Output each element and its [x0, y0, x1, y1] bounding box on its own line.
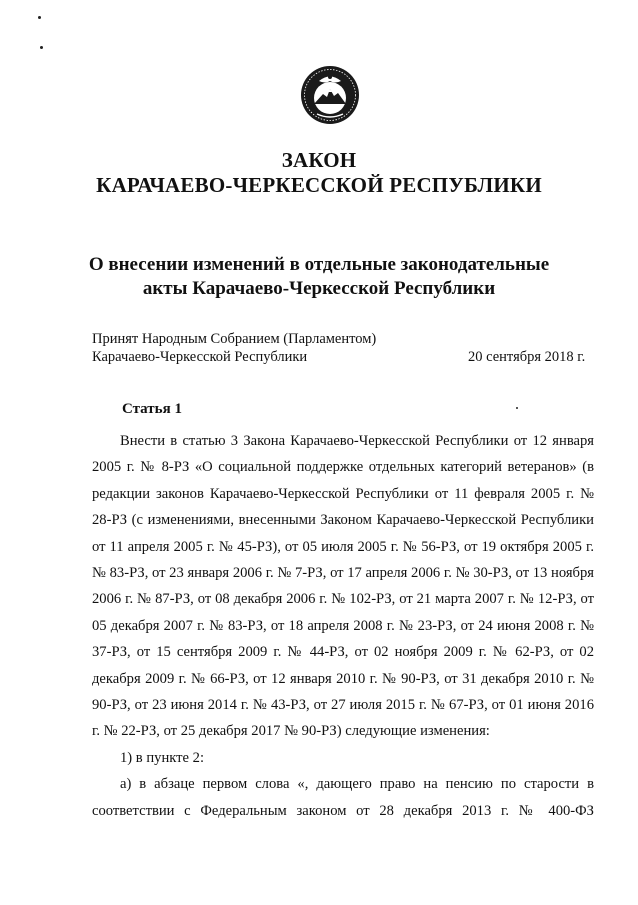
adoption-line1: Принят Народным Собранием (Парламентом) — [92, 331, 377, 347]
adoption-date: 20 сентября 2018 г. — [468, 349, 586, 365]
law-subtitle-line1: О внесении изменений в отдельные законодательные — [88, 254, 550, 275]
scan-speck — [38, 16, 41, 19]
republic-title: КАРАЧАЕВО-ЧЕРКЕССКОЙ РЕСПУБЛИКИ — [96, 173, 542, 197]
coat-of-arms-emblem — [299, 64, 361, 126]
article-item-1: 1) в пункте 2: — [120, 749, 205, 766]
adoption-line2: Карачаево-Черкесской Республики — [92, 349, 308, 365]
article-heading: Статья 1 — [122, 401, 182, 417]
scan-speck — [516, 407, 518, 409]
law-subtitle-line2: акты Карачаево-Черкесской Республики — [142, 278, 496, 299]
article-body — [92, 428, 594, 824]
article-item-1a: а) в абзаце первом слова «, дающего право на пенсию по старости в соответствии с Федеральным законом от 28 декабря 2013 г. № 400-ФЗ — [92, 776, 594, 819]
law-title: ЗАКОН — [281, 148, 357, 172]
article-paragraph: Внести в статью 3 Закона Карачаево-Черкесской Республики от 12 января 2005 г. № 8-РЗ «О социальной поддержке отдельных категорий ветеранов» (в редакции законов Карачаево-Черкесской Республики от 11 февраля 2005 г. № 28-РЗ (с изменениями, внесенными Законом Карачаево-Черкесской Республики от 11 апреля 2005 г. № 45-РЗ), от 05 июля 2005 г. № 56-РЗ, от 19 октября 2005 г. № 83-РЗ, от 23 января 2006 г. № 7-РЗ, от 17 апреля 2006 г. № 30-РЗ, от 13 ноября 2006 г. № 87-РЗ, от 08 декабря 2006 г. № 102-РЗ, от 21 марта 2007 г. № 12-РЗ, от 05 декабря 2007 г. № 83-РЗ, от 18 апреля 2008 г. № 23-РЗ, от 24 июня 2008 г. № 37-РЗ, от 15 сентября 2009 г. № 44-РЗ, от 02 ноября 2009 г. № 62-РЗ, от 02 декабря 2009 г. № 66-РЗ, от 12 января 2010 г. № 90-РЗ, от 31 декабря 2010 г. № 90-РЗ, от 23 июня 2014 г. № 43-РЗ, от 27 июля 2015 г. № 67-РЗ, от 01 июня 2016 г. № 22-РЗ, от 25 декабря 2017 № 90-РЗ) следующие изменения: — [92, 433, 594, 740]
scan-speck — [40, 46, 43, 49]
